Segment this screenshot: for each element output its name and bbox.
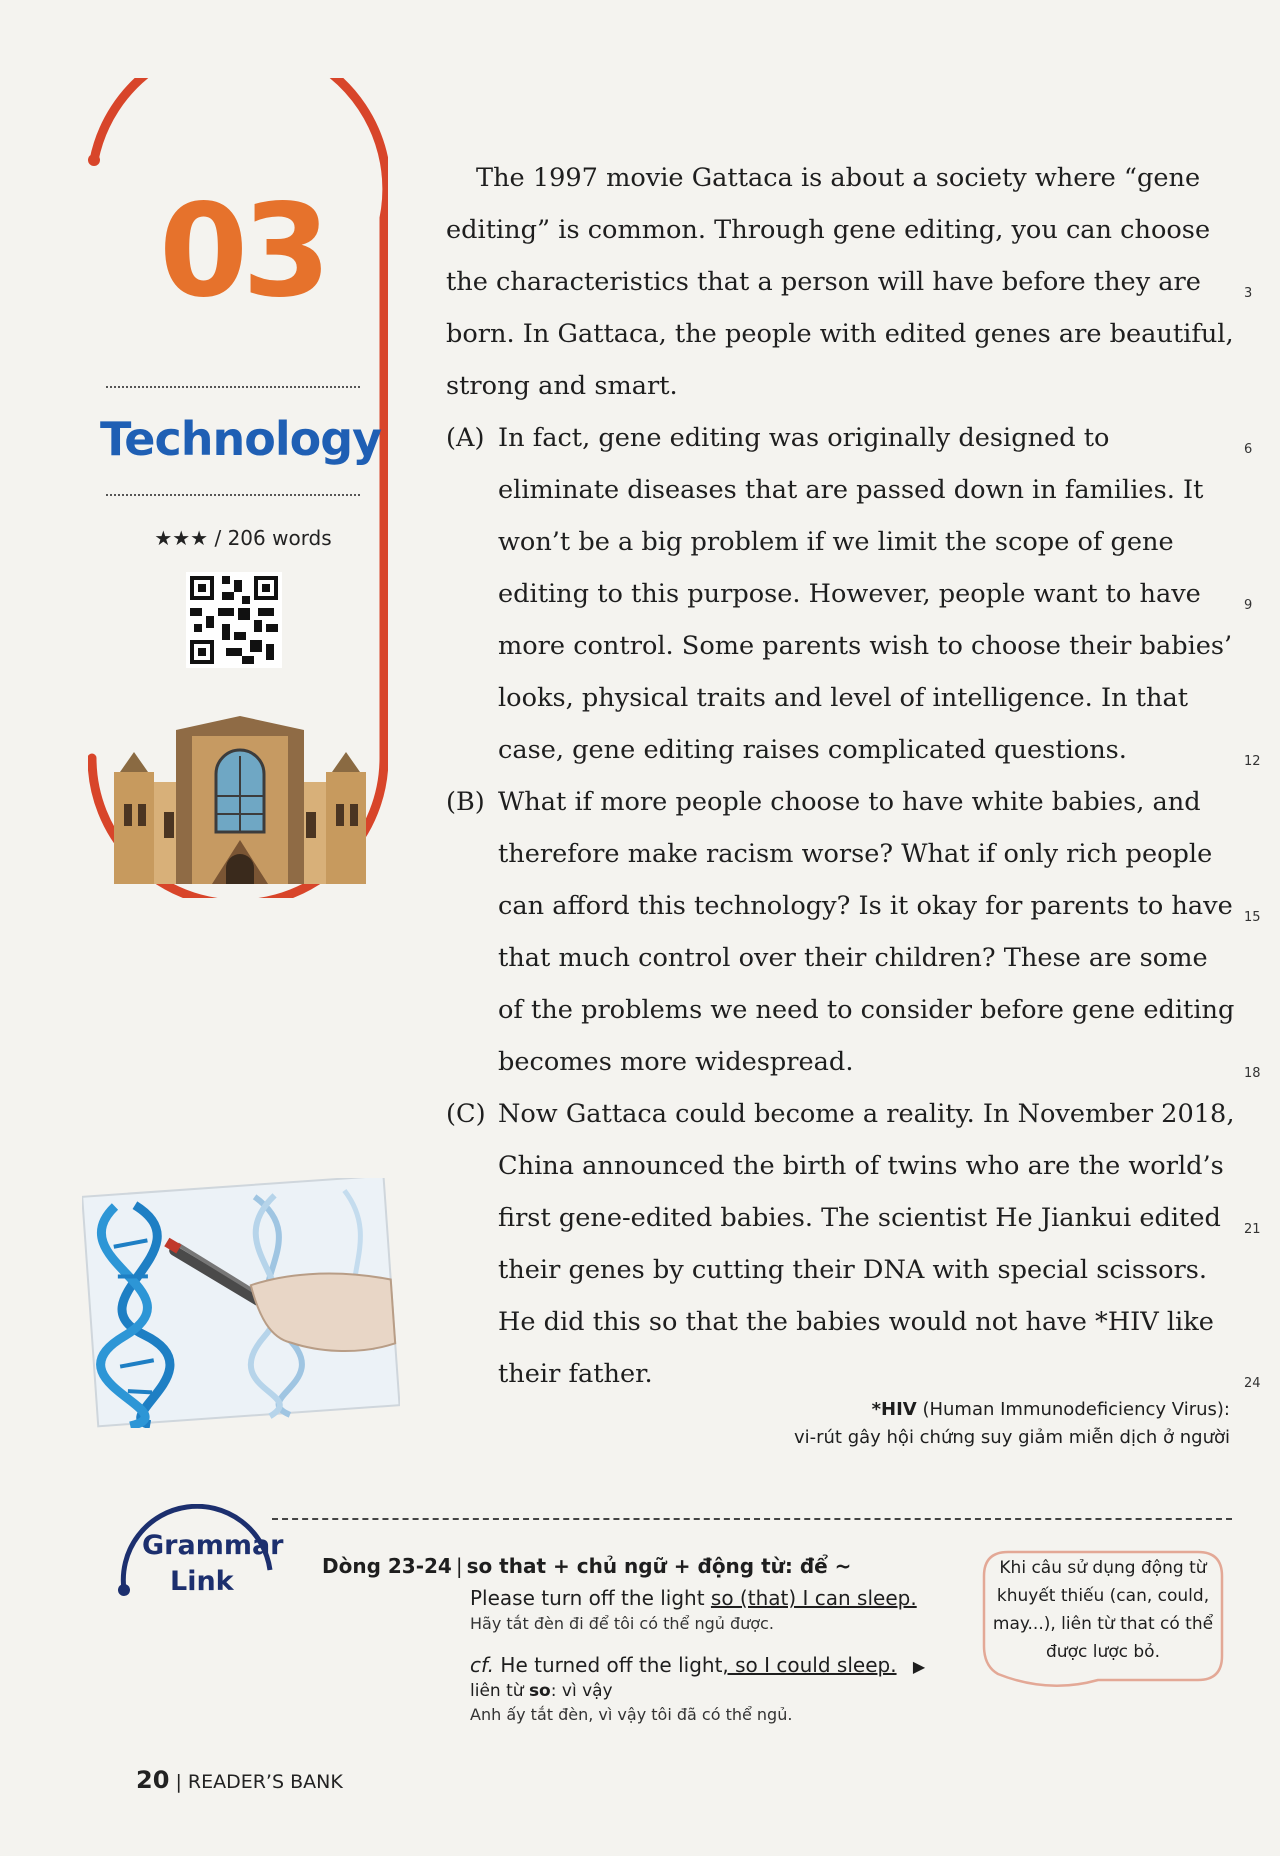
conjunction-note <box>470 1681 613 1701</box>
paragraph-b <box>446 776 1236 1088</box>
grammar-example-1 <box>470 1586 962 1610</box>
line-number: 18 <box>1244 1066 1261 1081</box>
grammar-title-line2: Link <box>170 1566 234 1597</box>
paragraph-label: (A) <box>446 423 485 453</box>
divider-bottom <box>106 494 360 496</box>
divider-top <box>106 386 360 388</box>
conj-note-prefix: liên từ <box>470 1681 529 1701</box>
page-number: 20 <box>136 1766 170 1794</box>
line-number: 21 <box>1244 1222 1261 1237</box>
footnote-line-1 <box>700 1396 1230 1424</box>
line-number: 6 <box>1244 442 1253 457</box>
conj-note-word: so <box>528 1681 551 1701</box>
line-number: 24 <box>1244 1376 1261 1391</box>
example-1-plain: Please turn off the light <box>470 1586 711 1610</box>
paragraph-label: (C) <box>446 1099 486 1129</box>
qr-code[interactable] <box>186 572 282 668</box>
cf-marker: cf. <box>470 1653 495 1677</box>
unit-topic: Technology <box>100 412 382 466</box>
paragraph-text: What if more people choose to have white babies, and therefore make racism worse? What if only rich people can afford this technology? Is it okay for parents to have that much control over their children? These are some of the problems we need to consider before gene editing becomes more widespread. <box>498 787 1235 1077</box>
grammar-divider <box>272 1518 1232 1520</box>
unit-number: 03 <box>158 177 326 326</box>
line-number: 12 <box>1244 754 1261 769</box>
paragraph-label: (B) <box>446 787 485 817</box>
grammar-example-2 <box>470 1653 962 1701</box>
passage-intro: The 1997 movie Gattaca is about a society where “gene editing” is common. Through gene editing, you can choose the characteristics that a person will have before they are born. In Gattaca, the people with edited genes are beautiful, strong and smart. <box>446 163 1234 401</box>
example-1-underlined: so (that) I can sleep. <box>710 1586 917 1610</box>
paragraph-c <box>446 1088 1236 1400</box>
line-number: 3 <box>1244 286 1253 301</box>
grammar-separator: | <box>455 1554 463 1578</box>
page-footer <box>136 1766 343 1794</box>
line-number: 9 <box>1244 598 1253 613</box>
side-note-text: Khi câu sử dụng động từ khuyết thiếu (can, could, may...), liên từ that có thể được lược bỏ. <box>992 1558 1214 1662</box>
grammar-rule <box>322 1554 962 1578</box>
cathedral-illustration <box>100 712 380 884</box>
arrow-icon: ▶ <box>912 1657 926 1676</box>
paragraph-a <box>446 412 1236 776</box>
grammar-link-title <box>128 1528 284 1630</box>
grammar-example-2-translation: Anh ấy tắt đèn, vì vậy tôi đã có thể ngủ. <box>470 1705 793 1724</box>
footnote-meaning: vi-rút gây hội chứng suy giảm miễn dịch ở người <box>793 1427 1230 1448</box>
footnote <box>700 1396 1230 1452</box>
example-2-plain: He turned off the light <box>494 1653 723 1677</box>
grammar-title-line1: Grammar <box>142 1530 284 1561</box>
grammar-rule-text: so that + chủ ngữ + động từ: để ~ <box>466 1554 852 1578</box>
grammar-content <box>322 1554 962 1744</box>
paragraph-text: In fact, gene editing was originally designed to eliminate diseases that are passed down in families. It won’t be a big problem if we limit the scope of gene editing to this purpose. However, people want to have more control. Some parents wish to choose their babies’ looks, physical traits and level of intelligence. In that case, gene editing raises complicated questions. <box>498 423 1233 765</box>
dna-editing-illustration <box>82 1178 400 1428</box>
difficulty-stars: ★★★ <box>154 526 209 550</box>
book-title: | READER’S BANK <box>175 1771 343 1793</box>
difficulty-and-wordcount <box>138 526 348 550</box>
grammar-lines-ref: Dòng 23-24 <box>322 1554 452 1578</box>
reading-passage <box>446 152 1236 1400</box>
line-number: 15 <box>1244 910 1261 925</box>
conj-note-suffix: : vì vậy <box>550 1681 613 1701</box>
paragraph-text: Now Gattaca could become a reality. In November 2018, China announced the birth of twins who are the world’s first gene-edited babies. The scientist He Jiankui edited their genes by cutting their DNA with special scissors. He did this so that the babies would not have *HIV like their father. <box>498 1099 1235 1389</box>
word-count: / 206 words <box>214 526 332 550</box>
example-2-underlined: , so I could sleep. <box>722 1653 897 1677</box>
footnote-term: *HIV <box>871 1399 917 1420</box>
footnote-expansion: (Human Immunodeficiency Virus): <box>922 1399 1230 1420</box>
grammar-example-1-translation: Hãy tắt đèn đi để tôi có thể ngủ được. <box>470 1614 774 1633</box>
